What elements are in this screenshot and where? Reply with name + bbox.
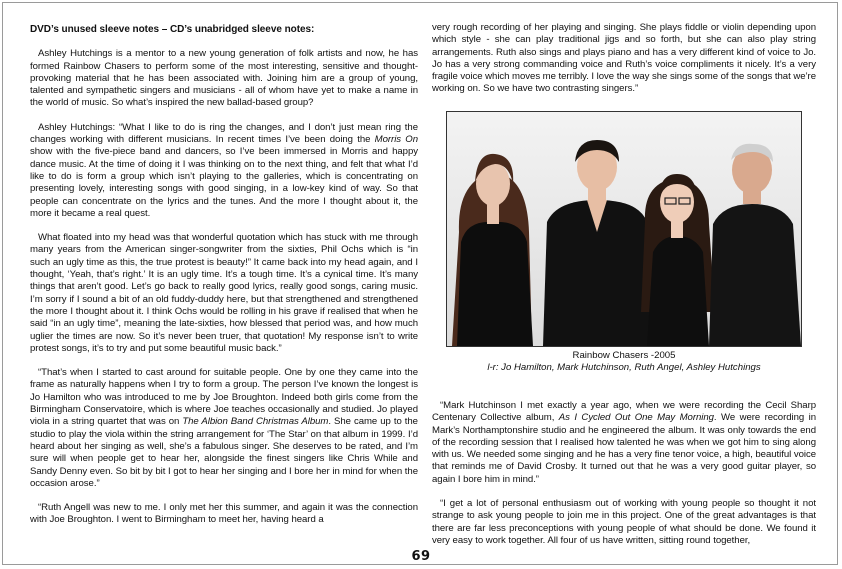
section-heading: DVD’s unused sleeve notes – CD’s unabridged sleeve notes: [30, 24, 315, 35]
emphasis-title: The Albion Band Christmas Album [182, 416, 329, 428]
paragraph: What floated into my head was that wonderful quotation which has stuck with me through many years from the American singer-songwriter from the sixties, Phil Ochs which is “in such an ugly time as this, the true protest is beauty!” It came back into my head again, and I thought, ‘Yeah, that’s right.’ It is an ugly time. It’s a tough time. It’s a cynical time. It’s many things that aren’t good. Let’s go back to really good lyrics, really good songs, caring music. I’m sorry if I sound a bit of an old fuddy-duddy here, but that strengthened and strengthened the more I thought about it. I think Ochs would be rolling in his grave if realised that when he said “in an ugly time”, meaning the late-sixties, how blessed that period was, and how much uglier the times are now. So it’s never been truer, that quotation! My response isn’t to write protest songs, it’s to try and put some beautiful music back.” [30, 232, 418, 354]
left-paragraphs [30, 48, 418, 526]
paragraph: Ashley Hutchings is a mentor to a new young generation of folk artists and now, he has formed Rainbow Chasers to perform some of the most interesting, sensitive and thought-provoking material that he has been associated with. Joining him are a group of young, talented and sympathetic singers and musicians - all of whom have yet to make a name in the world of music. So what’s inspired the new ballad-based group? [30, 48, 418, 109]
paragraph: “Ruth Angell was new to me. I only met her this summer, and again it was the connection with Joe Broughton. I went to Birmingham to meet her, having heard a [30, 502, 418, 526]
right-column-lower [432, 400, 816, 559]
paragraph: “Mark Hutchinson I met exactly a year ago, when we were recording the Cecil Sharp Centenary Collective album, As I Cycled Out One May Morning. We were recording in Mark’s Northamptonshire studio and he engineered the album. It was only towards the end of the recording session that I realised how talented he was when we got him to sing along with us. We needed some singing and he has a very fine tenor voice, a high, beautiful voice that reminds me of David Crosby. It turned out that he was a very good guitar player, so again I bore him in mind.” [432, 400, 817, 485]
page-number: 69 [411, 549, 431, 564]
right-column [432, 22, 816, 108]
paragraph: very rough recording of her playing and singing. She plays fiddle or violin depending upon which style - she can play traditional jigs and so forth, but she can also play string arrangements. Ruth also sings and plays piano and has a very different kind of voice to Jo. Jo has a very strong commanding voice and Ruth’s voice compliments it nicely. It’s a very fragile voice which moves me terribly. I love the way she sings some of the songs that we’re working on. So we have two contrasting singers.” [432, 22, 816, 95]
paragraph: “That’s when I started to cast around for suitable people. One by one they came into the frame as naturally happens when I try to form a group. The person I’ve known the longest is Jo Hamilton who was introduced to me by Joe Broughton. Indeed both girls come from the Birmingham Conservatoire, which is where Joe teaches occasionally and studied. Jo played viola in a string quartet that was on The Albion Band Christmas Album. She came up to the studio to play the viola within the string arrangement for ‘The Star’ on that album in 1999. I’d heard about her singing as well, she’s a fabulous singer. She deserves to be rated, and I’m sure will when people get to hear her, alongside the finest singers like Chris While and Sandy Denny even. So bit by bit I got to hear her singing and I bore her in mind for when the occasion arose.” [30, 367, 418, 489]
person-ruth-angel [641, 174, 715, 346]
paragraph: “I get a lot of personal enthusiasm out of working with young people so thought it not strange to ask young people to join me in this project. One of the great advantages is that there are far less preconceptions with young people of what should be done. We found it very easy to work together. All four of us have written, sitting round together, [432, 498, 816, 546]
left-column [30, 24, 418, 539]
emphasis-title: Morris On [374, 134, 418, 146]
photo-caption-people: l-r: Jo Hamilton, Mark Hutchinson, Ruth Angel, Ashley Hutchings [487, 362, 761, 373]
band-photo [446, 111, 802, 347]
photo-caption-title: Rainbow Chasers -2005 [572, 350, 676, 361]
emphasis-title: As I Cycled Out One May Morning [558, 412, 714, 424]
paragraph: Ashley Hutchings: “What I like to do is ring the changes, and I don’t just mean ring the changes working with different musicians. In recent times I’ve been doing the Morris On show with the five-piece band and dancers, so I’ve been immersed in Morris and happy dance music. At the time of doing it I was thinking on to the next thing, and felt that what I’d like to do is form a group which isn’t playing to the galleries, which is concentrating on presenting lovely, interesting songs with good singing, in a low-key kind of way. So that people can concentrate on the lyrics and the tunes. And the more I thought about it, the more it became a real quest. [30, 121, 418, 219]
